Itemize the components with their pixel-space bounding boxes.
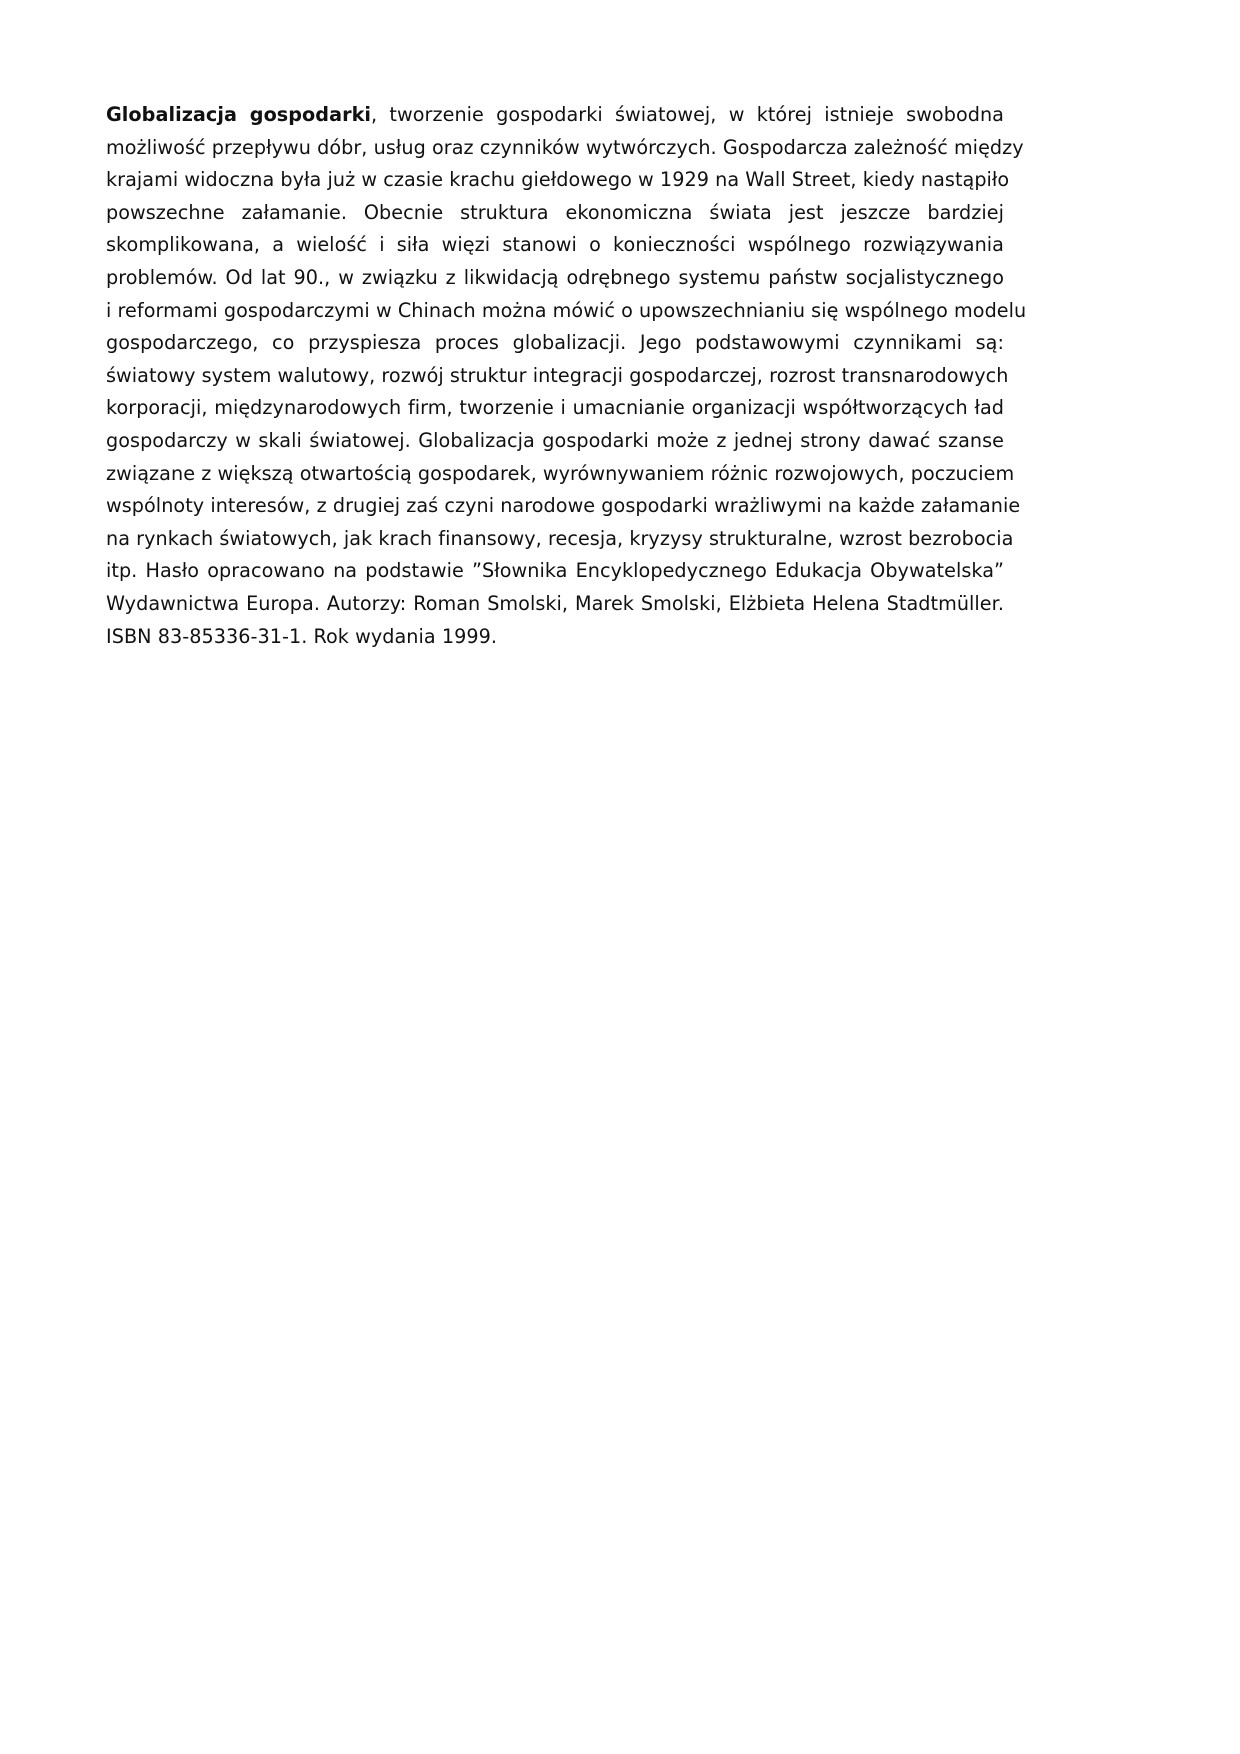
text-line: korporacji, międzynarodowych firm, tworzenie i umacnianie organizacji współtworzących ład [106,396,1004,420]
text-line [106,99,1004,132]
text-line: Wydawnictwa Europa. Autorzy: Roman Smolski, Marek Smolski, Elżbieta Helena Stadtmüller. [106,591,1004,615]
text-line-content: , tworzenie gospodarki światowej, w której istnieje swobodna [371,103,1004,126]
article-paragraph [106,99,1027,653]
text-line: skomplikowana, a wielość i siła więzi stanowi o konieczności wspólnego rozwiązywania [106,233,1004,257]
text-line: na rynkach światowych, jak krach finansowy, recesja, kryzysy strukturalne, wzrost bezrobocia [106,526,1014,550]
text-line: powszechne załamanie. Obecnie struktura ekonomiczna świata jest jeszcze bardziej [106,200,1004,224]
text-line: i reformami gospodarczymi w Chinach można mówić o upowszechnianiu się wspólnego modelu [106,298,1027,322]
text-line: krajami widoczna była już w czasie krachu giełdowego w 1929 na Wall Street, kiedy nastąpiło [106,168,1010,192]
text-line: itp. Hasło opracowano na podstawie ”Słownika Encyklopedycznego Edukacja Obywatelska” [106,559,1004,583]
text-line-last: ISBN 83-85336-31-1. Rok wydania 1999. [106,624,498,648]
term-heading: Globalizacja gospodarki [106,103,372,126]
text-line: wspólnoty interesów, z drugiej zaś czyni narodowe gospodarki wrażliwymi na każde załamanie [106,494,1021,518]
text-line: możliwość przepływu dóbr, usług oraz czynników wytwórczych. Gospodarcza zależność między [106,135,1024,159]
text-line: światowy system walutowy, rozwój struktur integracji gospodarczej, rozrost transnarodowych [106,363,1009,387]
text-line: gospodarczy w skali światowej. Globalizacja gospodarki może z jednej strony dawać szanse [106,428,1004,452]
text-line: gospodarczego, co przyspiesza proces globalizacji. Jego podstawowymi czynnikami są: [106,331,1004,355]
text-line: problemów. Od lat 90., w związku z likwidacją odrębnego systemu państw socjalistycznego [106,265,1004,289]
text-line: związane z większą otwartością gospodarek, wyrównywaniem różnic rozwojowych, poczuciem [106,461,1015,485]
